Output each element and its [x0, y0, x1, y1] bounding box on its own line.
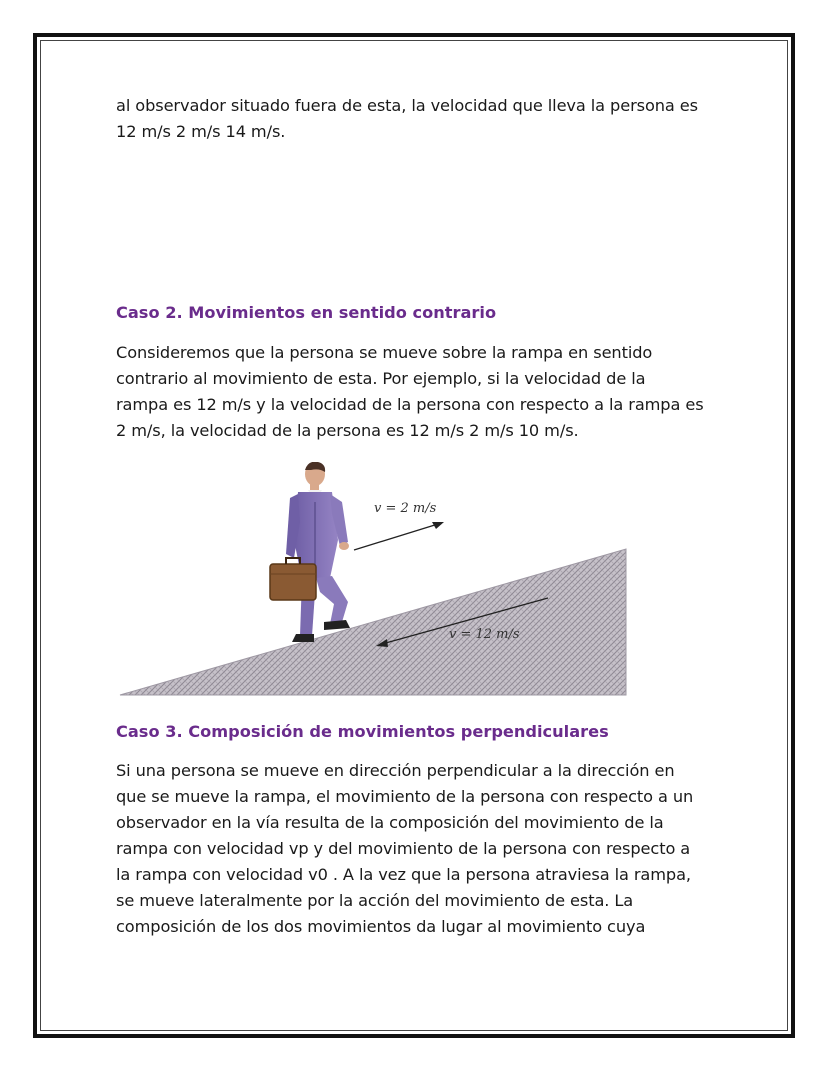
text-line: Consideremos que la persona se mueve sobre la rampa en sentido: [116, 343, 653, 362]
businessman-figure: [270, 462, 350, 642]
text-line: rampa con velocidad vp y del movimiento de la persona con respecto a: [116, 839, 691, 858]
text-line: rampa es 12 m/s y la velocidad de la persona con respecto a la rampa es: [116, 395, 704, 414]
caso3-paragraph: [116, 758, 726, 940]
caso3-heading: Caso 3. Composición de movimientos perpendiculares: [116, 722, 609, 741]
intro-paragraph: [116, 93, 726, 145]
ramp-surface: [120, 549, 626, 695]
text-line: se mueve lateralmente por la acción del movimiento de esta. La: [116, 891, 634, 910]
ramp-velocity-label: v = 12 m/s: [449, 627, 520, 642]
ramp-illustration: [116, 462, 628, 696]
text-line: contrario al movimiento de esta. Por ejemplo, si la velocidad de la: [116, 369, 646, 388]
briefcase-icon: [270, 564, 316, 600]
text-line: 2 m/s, la velocidad de la persona es 12 m/s 2 m/s 10 m/s.: [116, 421, 579, 440]
text-line: observador en la vía resulta de la composición del movimiento de la: [116, 813, 664, 832]
person-velocity-label: v = 2 m/s: [374, 501, 437, 516]
text-line: Si una persona se mueve en dirección perpendicular a la dirección en: [116, 761, 675, 780]
text-line: 12 m/s 2 m/s 14 m/s.: [116, 122, 286, 141]
caso2-paragraph: [116, 340, 726, 444]
text-line: al observador situado fuera de esta, la velocidad que lleva la persona es: [116, 96, 698, 115]
text-line: composición de los dos movimientos da lugar al movimiento cuya: [116, 917, 646, 936]
text-line: que se mueve la rampa, el movimiento de la persona con respecto a un: [116, 787, 694, 806]
caso2-heading: Caso 2. Movimientos en sentido contrario: [116, 303, 497, 322]
person-velocity-arrow: [354, 524, 438, 550]
text-line: la rampa con velocidad v0 . A la vez que la persona atraviesa la rampa,: [116, 865, 691, 884]
ramp-figure: [116, 462, 628, 696]
